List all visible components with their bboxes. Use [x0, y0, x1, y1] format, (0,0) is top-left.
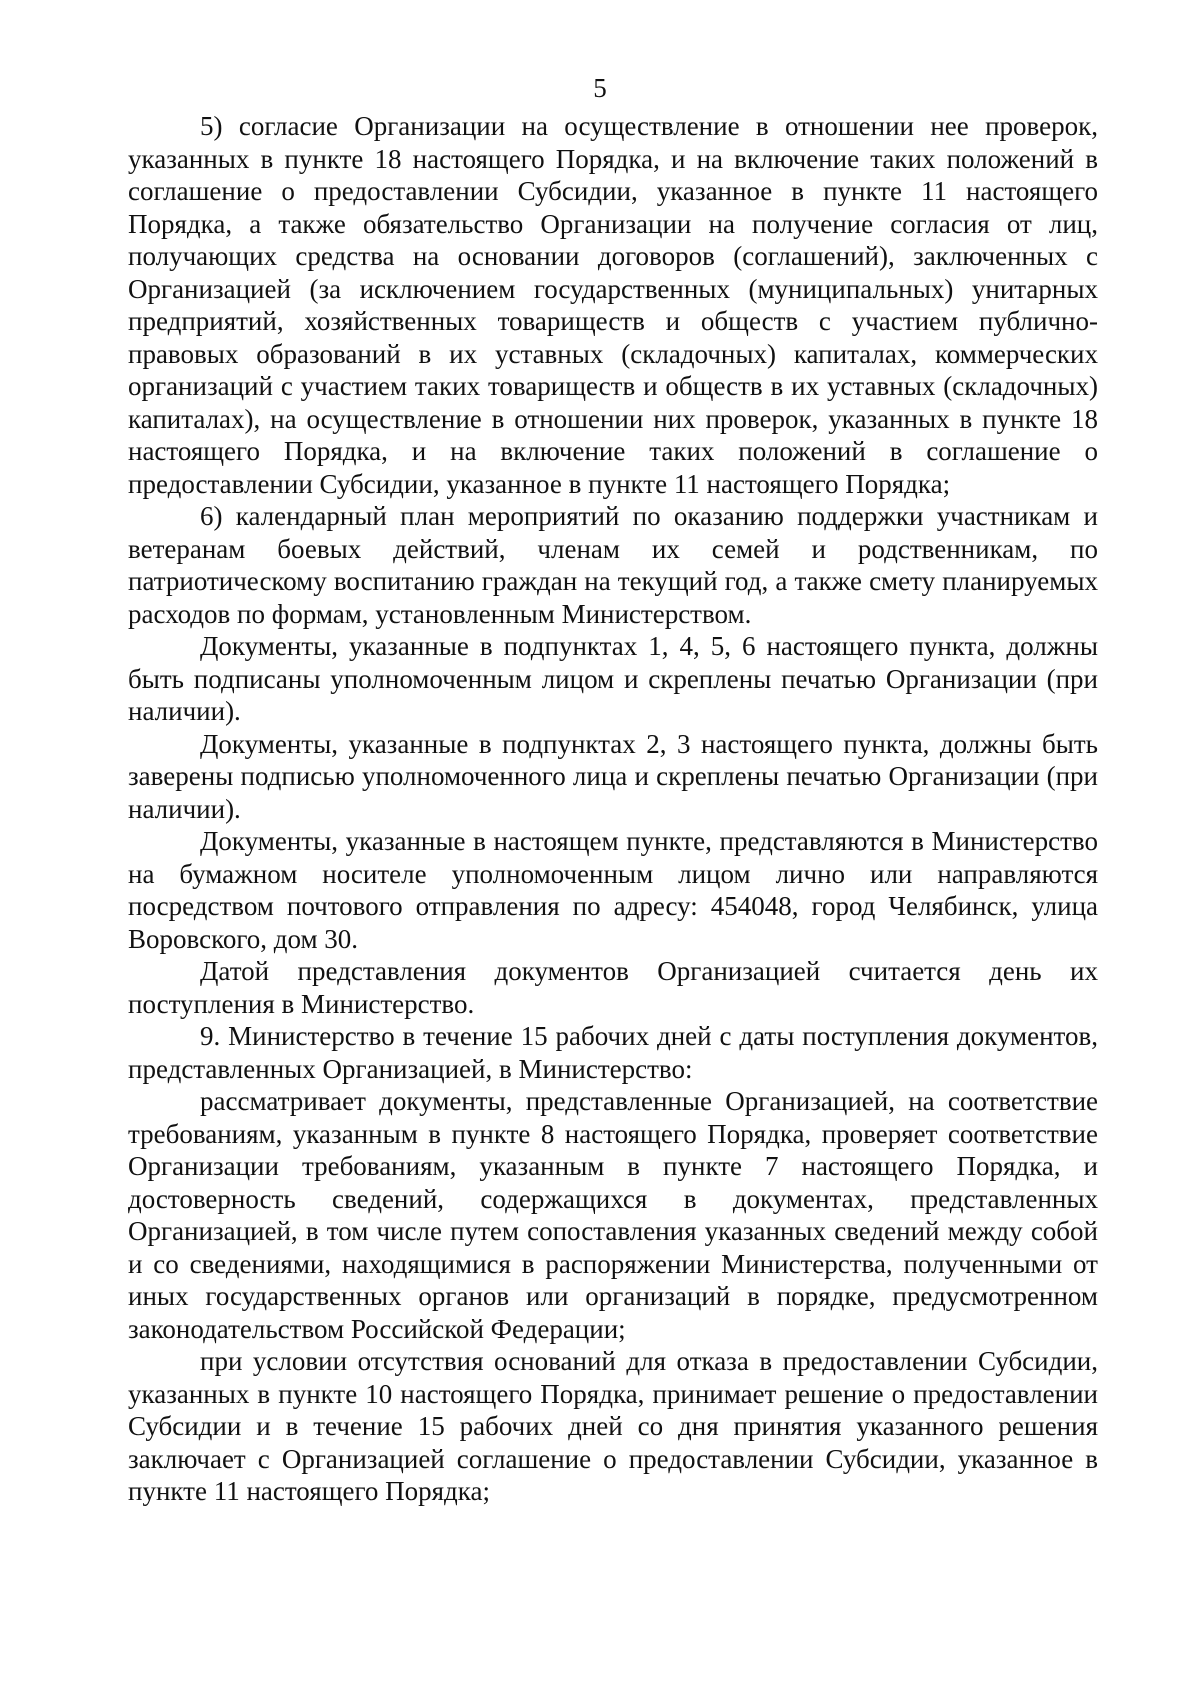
paragraph-submission-date: Датой представления документов Организацией считается день их поступления в Министерство.	[128, 956, 1098, 1019]
page-number: 5	[593, 73, 607, 103]
paragraph-review-documents: рассматривает документы, представленные Организацией, на соответствие требованиям, указанным в пункте 8 настоящего Порядка, проверяет соответствие Организации требованиям, указанным в пункте 7 настоящего Порядка, и достоверность сведений, содержащихся в документах, представленных Организацией, в том числе путем сопоставления указанных сведений между собой и со сведениями, находящимися в распоряжении Министерства, полученными от иных государственных органов или организаций в порядке, предусмотренном законодательством Российской Федерации;	[128, 1086, 1098, 1344]
paragraph-certification-requirements: Документы, указанные в подпунктах 2, 3 настоящего пункта, должны быть заверены подписью уполномоченного лица и скреплены печатью Организации (при наличии).	[128, 728, 1098, 824]
paragraph-subitem-6: 6) календарный план мероприятий по оказанию поддержки участникам и ветеранам боевых действий, членам их семей и родственникам, по патриотическому воспитанию граждан на текущий год, а также смету планируемых расходов по формам, установленным Министерством.	[128, 501, 1098, 629]
paragraph-submission-method: Документы, указанные в настоящем пункте, представляются в Министерство на бумажном носителе уполномоченным лицом лично или направляются посредством почтового отправления по адресу: 454048, город Челябинск, улица Воровского, дом 30.	[128, 826, 1098, 954]
paragraph-signature-requirements: Документы, указанные в подпунктах 1, 4, 5, 6 настоящего пункта, должны быть подписаны уполномоченным лицом и скреплены печатью Организации (при наличии).	[128, 631, 1098, 726]
paragraph-grant-decision: при условии отсутствия оснований для отказа в предоставлении Субсидии, указанных в пункте 10 настоящего Порядка, принимает решение о предоставлении Субсидии и в течение 15 рабочих дней со дня принятия указанного решения заключает с Организацией соглашение о предоставлении Субсидии, указанное в пункте 11 настоящего Порядка;	[128, 1346, 1098, 1506]
paragraph-subitem-5: 5) согласие Организации на осуществление в отношении нее проверок, указанных в пункте 18 настоящего Порядка, и на включение таких положений в соглашение о предоставлении Субсидии, указанное в пункте 11 настоящего Порядка, а также обязательство Организации на получение согласия от лиц, получающих средства на основании договоров (соглашений), заключенных с Организацией (за исключением государственных (муниципальных) унитарных предприятий, хозяйственных товариществ и обществ с участием публично-правовых образований в их уставных (складочных) капиталах, коммерческих организаций с участием таких товариществ и обществ в их уставных (складочных) капиталах), на осуществление в отношении них проверок, указанных в пункте 18 настоящего Порядка, и на включение таких положений в соглашение о предоставлении Субсидии, указанное в пункте 11 настоящего Порядка;	[128, 111, 1098, 499]
paragraph-item-9: 9. Министерство в течение 15 рабочих дней с даты поступления документов, представленных Организацией, в Министерство:	[128, 1021, 1098, 1084]
document-body	[128, 110, 1098, 1508]
